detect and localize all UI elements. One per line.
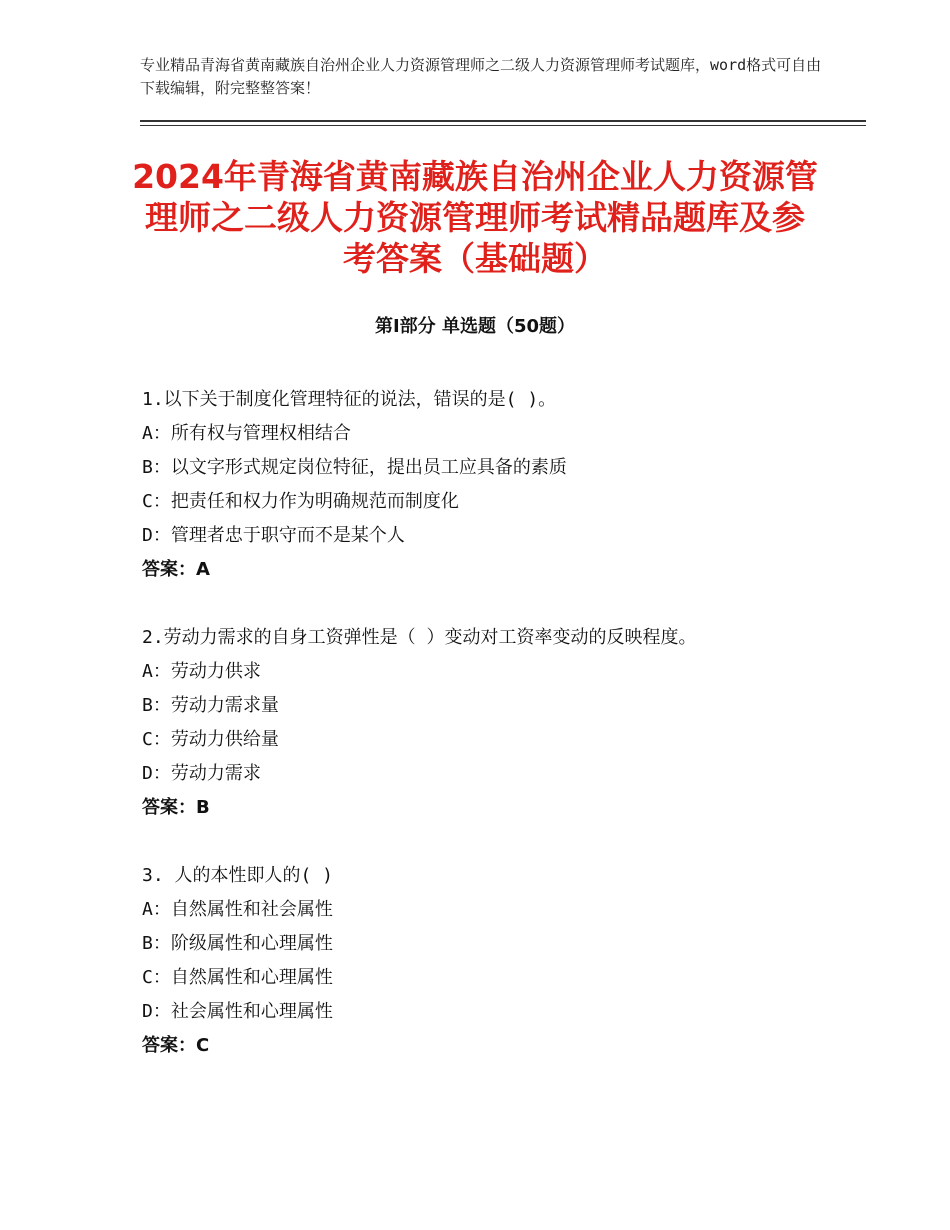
option-d: D：劳动力需求 — [142, 763, 261, 784]
question-item — [142, 621, 842, 825]
question-list — [142, 383, 842, 1097]
question-item — [142, 859, 842, 1063]
header-note: 专业精品青海省黄南藏族自治州企业人力资源管理师之二级人力资源管理师考试题库，word格式可自由下载编辑，附完整整答案！ — [140, 56, 822, 97]
question-item — [142, 383, 842, 587]
option-c: C：自然属性和心理属性 — [142, 967, 333, 988]
option-c: C：劳动力供给量 — [142, 729, 279, 750]
option-b: B：以文字形式规定岗位特征，提出员工应具备的素质 — [142, 457, 567, 478]
question-stem: 3. 人的本性即人的( ) — [142, 865, 334, 886]
option-d: D：社会属性和心理属性 — [142, 1001, 333, 1022]
answer-line: 答案：C — [142, 1035, 210, 1056]
question-stem: 2.劳动力需求的自身工资弹性是（ ）变动对工资率变动的反映程度。 — [142, 627, 697, 648]
answer-line: 答案：A — [142, 559, 210, 580]
option-c: C：把责任和权力作为明确规范而制度化 — [142, 491, 459, 512]
option-d: D：管理者忠于职守而不是某个人 — [142, 525, 405, 546]
question-stem: 1.以下关于制度化管理特征的说法，错误的是( )。 — [142, 389, 557, 410]
option-b: B：阶级属性和心理属性 — [142, 933, 333, 954]
answer-line: 答案：B — [142, 797, 210, 818]
option-b: B：劳动力需求量 — [142, 695, 279, 716]
header-divider-thin — [140, 125, 866, 126]
section-heading: 第Ⅰ部分 单选题（50题） — [374, 316, 575, 337]
header-divider-thick — [140, 120, 866, 122]
option-a: A：劳动力供求 — [142, 661, 261, 682]
document-title: 2024年青海省黄南藏族自治州企业人力资源管理师之二级人力资源管理师考试精品题库及参考答案（基础题） — [132, 157, 818, 278]
option-a: A：自然属性和社会属性 — [142, 899, 333, 920]
option-a: A：所有权与管理权相结合 — [142, 423, 351, 444]
